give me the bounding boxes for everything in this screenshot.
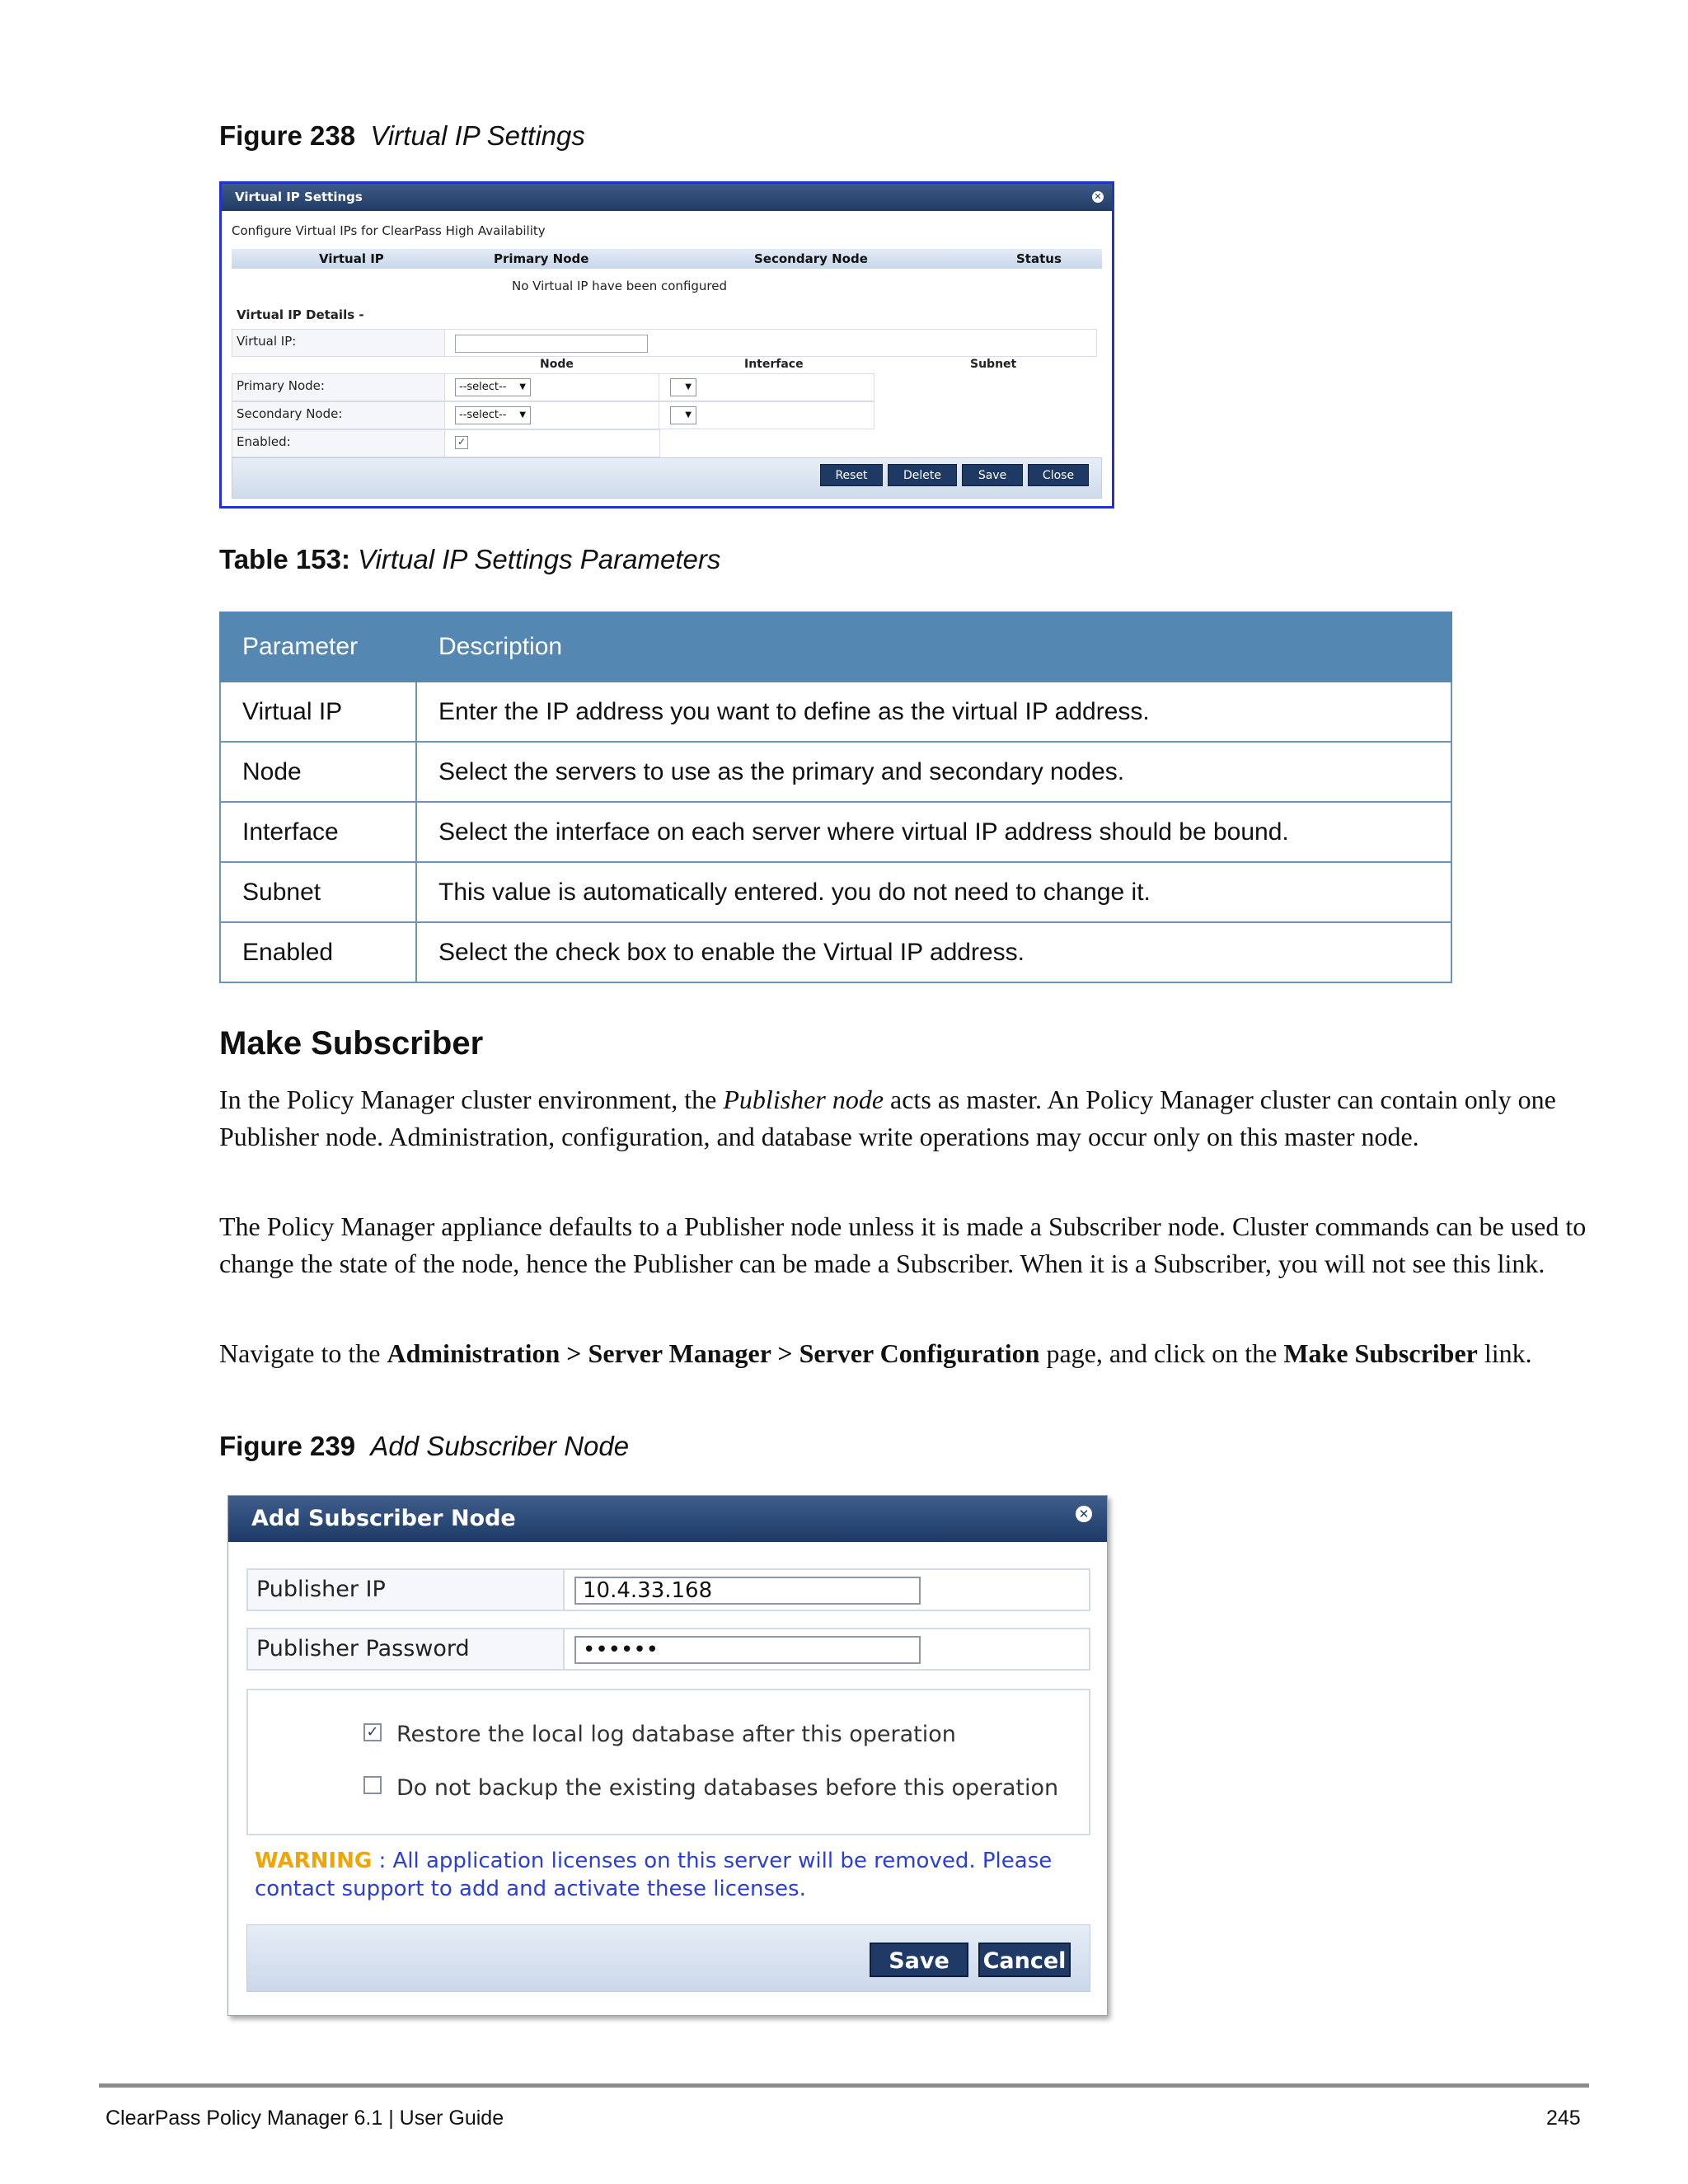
emphasis-text: Publisher node [723,1085,884,1114]
enabled-value-cell [444,429,660,457]
publisher-ip-label: Publisher IP [248,1570,565,1610]
paragraph-2: The Policy Manager appliance defaults to a Publisher node unless it is made a Subscriber node. Cluster commands can be used to change the state of the node, hence the Publisher can be made a Subscriber. When it is a Subscriber, you will not see this link. [219,1212,1587,1278]
table-title: Virtual IP Settings Parameters [358,544,721,574]
details-heading: Virtual IP Details - [237,307,364,322]
virtual-ip-input[interactable] [455,335,648,353]
table-row [220,742,1451,802]
table-row [220,862,1451,922]
enabled-label: Enabled: [237,434,291,449]
publisher-ip-row [246,1568,1090,1611]
column-header: Status [1016,251,1062,266]
warning-label: WARNING [255,1849,373,1873]
table-row [220,922,1451,982]
nav-path-text: Administration > Server Manager > Server Configuration [387,1338,1040,1368]
no-backup-checkbox[interactable] [363,1776,382,1794]
save-button[interactable]: Save [870,1943,968,1977]
save-button[interactable]: Save [962,464,1023,486]
options-panel [246,1689,1090,1835]
description-cell: Enter the IP address you want to define as the virtual IP address. [416,682,1451,742]
secondary-node-label-cell [232,401,446,429]
primary-interface-select[interactable] [670,378,696,396]
figure-label: Figure 239 [219,1431,356,1461]
parameter-cell: Subnet [220,862,416,922]
figure-238-caption [219,120,585,152]
dialog-titlebar: Virtual IP Settings [222,184,1112,211]
table-row [220,802,1451,862]
delete-button[interactable]: Delete [888,464,957,486]
publisher-password-row [246,1628,1090,1671]
secondary-interface-select[interactable] [670,406,696,424]
footer-divider [99,2083,1589,2088]
table-row [220,682,1451,742]
chevron-down-icon: ▼ [685,410,692,419]
enabled-label-cell [232,429,446,457]
figure-239-caption [219,1431,629,1462]
table-header-row [220,612,1451,682]
add-subscriber-node-dialog [227,1495,1108,2016]
primary-node-label: Primary Node: [237,378,325,393]
table-153-caption [219,544,720,575]
parameter-cell: Enabled [220,922,416,982]
chevron-down-icon: ▼ [685,382,692,391]
paragraph-3 [219,1335,1587,1372]
no-backup-label: Do not backup the existing databases before this operation [396,1775,1059,1801]
vip-table-header [232,249,1102,269]
column-header: Primary Node [494,251,589,266]
restore-log-checkbox[interactable]: ✓ [363,1723,382,1741]
paragraph-text: page, and click on the [1039,1338,1284,1368]
link-name-text: Make Subscriber [1283,1338,1478,1368]
table-label: Table 153: [219,544,350,574]
chevron-down-icon: ▼ [519,410,526,419]
figure-title: Add Subscriber Node [370,1431,630,1461]
select-value: --select-- [459,381,507,393]
close-icon[interactable]: ✕ [1092,191,1104,203]
parameter-cell: Interface [220,802,416,862]
select-value: --select-- [459,409,507,421]
parameters-table [219,612,1452,983]
dialog-subtitle: Configure Virtual IPs for ClearPass High Availability [232,223,546,238]
warning-message [255,1847,1087,1903]
subcolumn-header: Node [540,358,574,371]
footer-doc-title: ClearPass Policy Manager 6.1 | User Guide [106,2107,504,2130]
virtual-ip-label: Virtual IP: [237,334,297,349]
parameter-cell: Virtual IP [220,682,416,742]
paragraph-text: In the Policy Manager cluster environment, the [219,1085,724,1114]
secondary-node-select[interactable] [455,406,531,424]
page-number: 245 [1546,2107,1581,2130]
virtual-ip-label-cell [232,329,446,357]
primary-node-select[interactable] [455,378,531,396]
restore-log-label: Restore the local log database after this operation [396,1722,956,1747]
column-header: Description [416,612,1451,682]
dialog-titlebar: Add Subscriber Node [228,1496,1107,1542]
virtual-ip-settings-dialog [219,181,1114,509]
paragraph-text: acts as master. An Policy Manager cluster can contain only one Publisher node. Administration, configuration, and database write operations may occur only on this master node. [219,1085,1556,1151]
description-cell: Select the servers to use as the primary and secondary nodes. [416,742,1451,802]
figure-label: Figure 238 [219,120,356,151]
paragraph-1 [219,1081,1587,1155]
enabled-checkbox[interactable]: ✓ [455,436,468,449]
paragraph-text: Navigate to the [219,1338,387,1368]
column-header: Parameter [220,612,416,682]
description-cell: This value is automatically entered. you do not need to change it. [416,862,1451,922]
secondary-node-label: Secondary Node: [237,406,343,421]
warning-text: : All application licenses on this server will be removed. Please contact support to add and activate these licenses. [255,1849,1053,1901]
parameter-cell: Node [220,742,416,802]
section-title: Make Subscriber [219,1025,484,1062]
cancel-button[interactable]: Cancel [978,1943,1071,1977]
close-icon[interactable]: ✕ [1076,1506,1092,1522]
figure-title: Virtual IP Settings [370,120,585,151]
paragraph-text: link. [1477,1338,1532,1368]
reset-button[interactable]: Reset [820,464,883,486]
publisher-password-input[interactable]: •••••• [574,1636,921,1664]
close-button[interactable]: Close [1028,464,1089,486]
description-cell: Select the interface on each server where virtual IP address should be bound. [416,802,1451,862]
publisher-password-label: Publisher Password [248,1629,565,1669]
primary-node-label-cell [232,373,446,401]
description-cell: Select the check box to enable the Virtual IP address. [416,922,1451,982]
column-header: Secondary Node [754,251,868,266]
chevron-down-icon: ▼ [519,382,526,391]
empty-message: No Virtual IP have been configured [512,279,728,293]
publisher-ip-input[interactable]: 10.4.33.168 [574,1577,921,1605]
subcolumn-header: Interface [744,358,804,371]
column-header: Virtual IP [319,251,384,266]
subcolumn-header: Subnet [970,358,1017,371]
